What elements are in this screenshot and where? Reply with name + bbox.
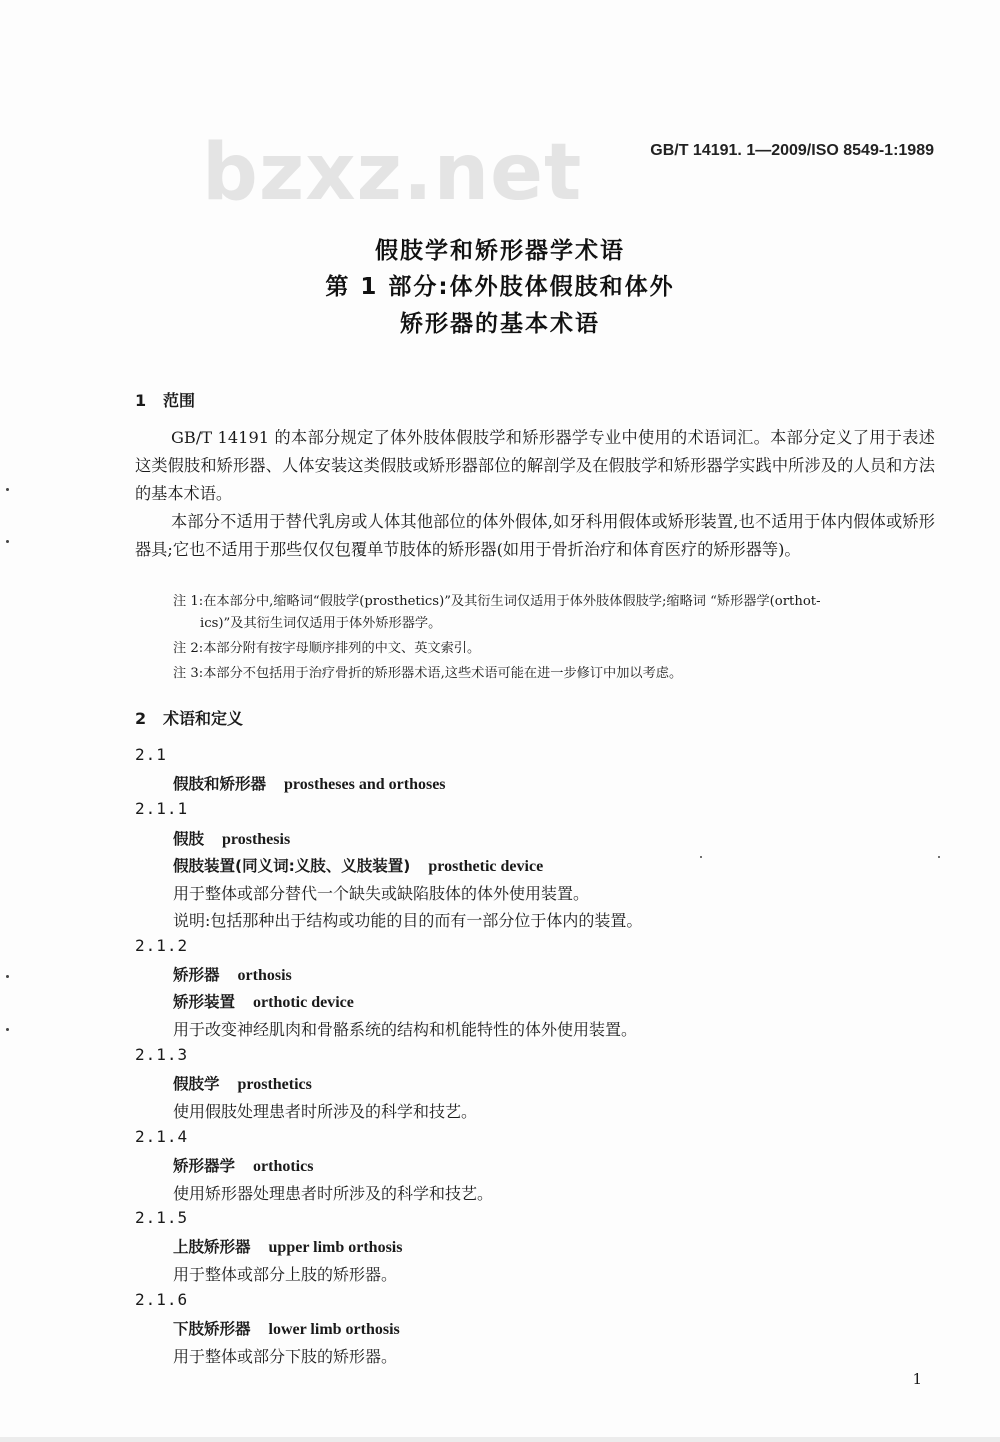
term-number: 2.1.2 xyxy=(135,936,189,955)
term-en: prosthesis xyxy=(222,831,291,848)
section-title: 范围 xyxy=(163,391,196,410)
term-zh: 上肢矫形器 xyxy=(173,1238,251,1256)
paragraph: GB/T 14191 的本部分规定了体外肢体假肢学和矫形器学专业中使用的术语词汇。本部分定义了用于表述这类假肢和矫形器、人体安装这类假肢或矫形器部位的解剖学及在假肢学和矫形器学实践中所涉及的人员和方法的基本术语。 xyxy=(135,428,935,503)
note-line: 注 2:本部分附有按字母顺序排列的中文、英文索引。 xyxy=(173,641,481,656)
term-number: 2.1.5 xyxy=(135,1208,189,1227)
term-line xyxy=(173,854,543,876)
term-zh: 假肢和矫形器 xyxy=(173,775,267,793)
note-2 xyxy=(173,638,933,660)
term-zh: 假肢装置(同义词:义肢、义肢装置) xyxy=(173,857,411,875)
section-title: 术语和定义 xyxy=(163,709,244,728)
term-line xyxy=(173,1317,400,1339)
term-zh: 矫形器 xyxy=(173,966,220,984)
note-line: ics)”及其衍生词仅适用于体外矫形器学。 xyxy=(200,616,442,631)
section-number: 1 xyxy=(135,391,147,410)
standard-code: GB/T 14191. 1—2009/ISO 8549-1:1989 xyxy=(650,142,934,159)
term-en: upper limb orthosis xyxy=(268,1239,403,1256)
definition: 说明:包括那种出于结构或功能的目的而有一部分位于体内的装置。 xyxy=(173,911,643,930)
term-number: 2.1 xyxy=(135,745,167,764)
section-2-heading xyxy=(135,706,243,729)
definition: 用于改变神经肌肉和骨骼系统的结构和机能特性的体外使用装置。 xyxy=(173,1020,638,1039)
definition: 用于整体或部分上肢的矫形器。 xyxy=(173,1265,398,1284)
term-zh: 矫形装置 xyxy=(173,993,236,1011)
term-zh: 下肢矫形器 xyxy=(173,1320,251,1338)
scan-dot xyxy=(700,856,702,858)
scan-dot xyxy=(6,540,9,543)
term-en: prosthetic device xyxy=(428,858,544,875)
definition: 用于整体或部分下肢的矫形器。 xyxy=(173,1347,398,1366)
note-line: 注 3:本部分不包括用于治疗骨折的矫形器术语,这些术语可能在进一步修订中加以考虑。 xyxy=(173,666,683,681)
note-line: 注 1:在本部分中,缩略词“假肢学(prosthetics)”及其衍生词仅适用于体外肢体假肢学;缩略词 “矫形器学(orthot- xyxy=(173,594,821,609)
term-en: prostheses and orthoses xyxy=(284,776,446,793)
title-line-3: 矫形器的基本术语 xyxy=(400,311,600,337)
term-zh: 假肢 xyxy=(173,830,205,848)
term-number: 2.1.6 xyxy=(135,1290,189,1309)
term-number: 2.1.4 xyxy=(135,1127,189,1146)
section-number: 2 xyxy=(135,709,147,728)
scan-dot xyxy=(938,856,940,858)
scan-dot xyxy=(6,1028,9,1031)
term-line xyxy=(173,990,354,1012)
section-1-heading xyxy=(135,388,195,411)
term-en: orthotics xyxy=(253,1158,314,1175)
scan-dot xyxy=(6,488,9,491)
term-line xyxy=(173,1235,402,1257)
page-number: 1 xyxy=(912,1370,922,1388)
watermark: bzxz.net xyxy=(202,128,583,218)
term-en: orthosis xyxy=(237,967,292,984)
definition: 用于整体或部分替代一个缺失或缺陷肢体的体外使用装置。 xyxy=(173,884,590,903)
term-line xyxy=(173,1072,312,1094)
definition: 使用假肢处理患者时所涉及的科学和技艺。 xyxy=(173,1102,478,1121)
page-bottom-edge xyxy=(0,1437,1000,1442)
term-line xyxy=(173,1154,313,1176)
title-line-2: 第 1 部分:体外肢体假肢和体外 xyxy=(325,274,675,300)
term-en: prosthetics xyxy=(237,1076,312,1093)
term-zh: 假肢学 xyxy=(173,1075,220,1093)
term-en: lower limb orthosis xyxy=(268,1321,400,1338)
term-line xyxy=(173,827,290,849)
term-number: 2.1.3 xyxy=(135,1045,189,1064)
term-en: orthotic device xyxy=(253,994,354,1011)
scan-dot xyxy=(6,975,9,978)
term-zh: 矫形器学 xyxy=(173,1157,236,1175)
term-number: 2.1.1 xyxy=(135,799,189,818)
definition: 使用矫形器处理患者时所涉及的科学和技艺。 xyxy=(173,1184,494,1203)
note-1 xyxy=(173,591,933,635)
paragraph: 本部分不适用于替代乳房或人体其他部位的体外假体,如牙科用假体或矫形装置,也不适用于体内假体或矫形器具;它也不适用于那些仅仅包覆单节肢体的矫形器(如用于骨折治疗和体育医疗的矫形器等)。 xyxy=(135,512,935,559)
term-line xyxy=(173,772,446,794)
title-line-1: 假肢学和矫形器学术语 xyxy=(375,238,625,264)
note-3 xyxy=(173,663,933,685)
term-line xyxy=(173,963,292,985)
